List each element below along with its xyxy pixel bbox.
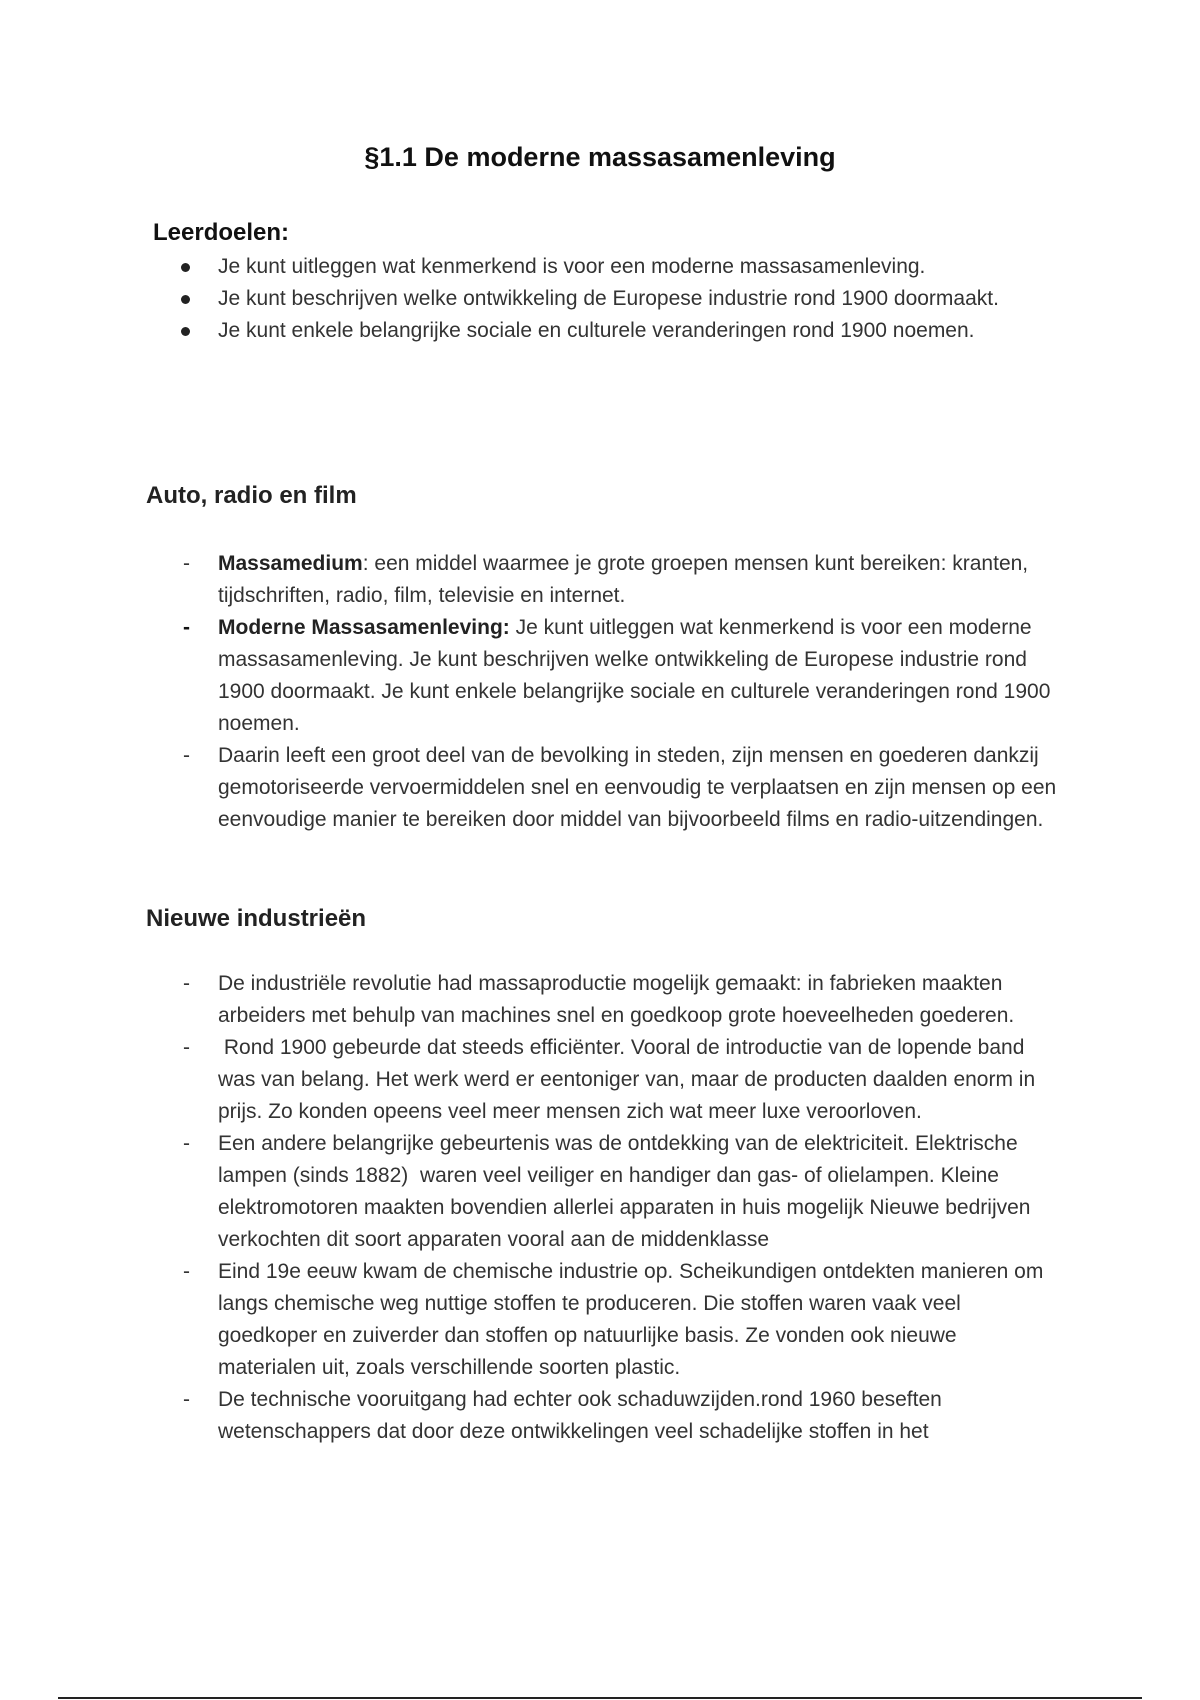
item-text: Een andere belangrijke gebeurtenis was de ontdekking van de elektriciteit. Elektrische lampen (sinds 1882) waren veel veiliger en handiger dan gas- of olielampen. Kleine elektromotoren maakten bovendien allerlei apparaten in huis mogelijk Nieuwe bedrijven verkochten dit soort apparaten vooral aan de middenklasse bbox=[218, 1132, 1037, 1251]
section-heading-nieuwe-industrieen: Nieuwe industrieën bbox=[146, 905, 367, 932]
goal-text: Je kunt beschrijven welke ontwikkeling de Europese industrie rond 1900 doormaakt. bbox=[218, 287, 999, 310]
list-item bbox=[0, 283, 1200, 315]
bullet-icon bbox=[181, 295, 190, 304]
list-item bbox=[0, 612, 1200, 740]
term-label: Moderne Massasamenleving: bbox=[218, 616, 510, 639]
dash-icon: - bbox=[183, 1260, 190, 1283]
learning-goals-heading: Leerdoelen: bbox=[153, 219, 290, 246]
item-text: Daarin leeft een groot deel van de bevolking in steden, zijn mensen en goederen dankzij gemotoriseerde vervoermiddelen snel en eenvoudig te verplaatsen en zijn mensen op een eenvoudige manier te bereiken door middel van bijvoorbeeld films en radio-uitzendingen. bbox=[218, 744, 1057, 831]
learning-goals-list bbox=[0, 251, 1200, 347]
list-item bbox=[0, 1256, 1200, 1384]
section-heading-auto-radio-film: Auto, radio en film bbox=[146, 482, 357, 509]
item-text: : een middel waarmee je grote groepen mensen kunt bereiken: kranten, tijdschriften, radio, film, televisie en internet. bbox=[218, 552, 1029, 607]
bullet-icon bbox=[181, 327, 190, 336]
term-label: Massamedium bbox=[218, 552, 363, 575]
page-title: §1.1 De moderne massasamenleving bbox=[364, 142, 836, 172]
list-item bbox=[0, 1032, 1200, 1128]
section-nieuwe-industrieen-list bbox=[0, 968, 1200, 1448]
list-item bbox=[0, 1128, 1200, 1256]
item-text: Rond 1900 gebeurde dat steeds efficiënter. Vooral de introductie van de lopende band was van belang. Het werk werd er eentoniger van, maar de producten daalden enorm in prijs. Zo konden opeens veel meer mensen zich wat meer luxe veroorloven. bbox=[218, 1036, 1041, 1123]
dash-icon: - bbox=[183, 552, 190, 575]
dash-icon: - bbox=[183, 1388, 190, 1411]
list-item bbox=[0, 1384, 1200, 1448]
section-auto-radio-film-list bbox=[0, 548, 1200, 836]
list-item bbox=[0, 251, 1200, 283]
dash-icon: - bbox=[183, 616, 190, 639]
list-item bbox=[0, 315, 1200, 347]
item-text: Eind 19e eeuw kwam de chemische industrie op. Scheikundigen ontdekten manieren om langs chemische weg nuttige stoffen te produceren. Die stoffen waren vaak veel goedkoper en zuiverder dan stoffen op natuurlijke basis. Ze vonden ook nieuwe materialen uit, zoals verschillende soorten plastic. bbox=[218, 1260, 1044, 1379]
item-text: De technische vooruitgang had echter ook schaduwzijden.rond 1960 beseften wetenschappers dat door deze ontwikkelingen veel schadelijke stoffen in het bbox=[218, 1388, 942, 1443]
list-item bbox=[0, 968, 1200, 1032]
goal-text: Je kunt uitleggen wat kenmerkend is voor een moderne massasamenleving. bbox=[218, 255, 926, 278]
dash-icon: - bbox=[183, 972, 190, 995]
dash-icon: - bbox=[183, 1036, 190, 1059]
list-item bbox=[0, 548, 1200, 612]
dash-icon: - bbox=[183, 744, 190, 767]
goal-text: Je kunt enkele belangrijke sociale en culturele veranderingen rond 1900 noemen. bbox=[218, 319, 975, 342]
item-text: De industriële revolutie had massaproductie mogelijk gemaakt: in fabrieken maakten arbeiders met behulp van machines snel en goedkoop grote hoeveelheden goederen. bbox=[218, 972, 1015, 1027]
page-bottom-divider bbox=[58, 1697, 1142, 1699]
item-text: Je kunt uitleggen wat kenmerkend is voor een moderne massasamenleving. Je kunt beschrijven welke ontwikkeling de Europese industrie rond 1900 doormaakt. Je kunt enkele belangrijke sociale en culturele veranderingen rond 1900 noemen. bbox=[218, 616, 1051, 735]
dash-icon: - bbox=[183, 1132, 190, 1155]
list-item bbox=[0, 740, 1200, 836]
bullet-icon bbox=[181, 263, 190, 272]
